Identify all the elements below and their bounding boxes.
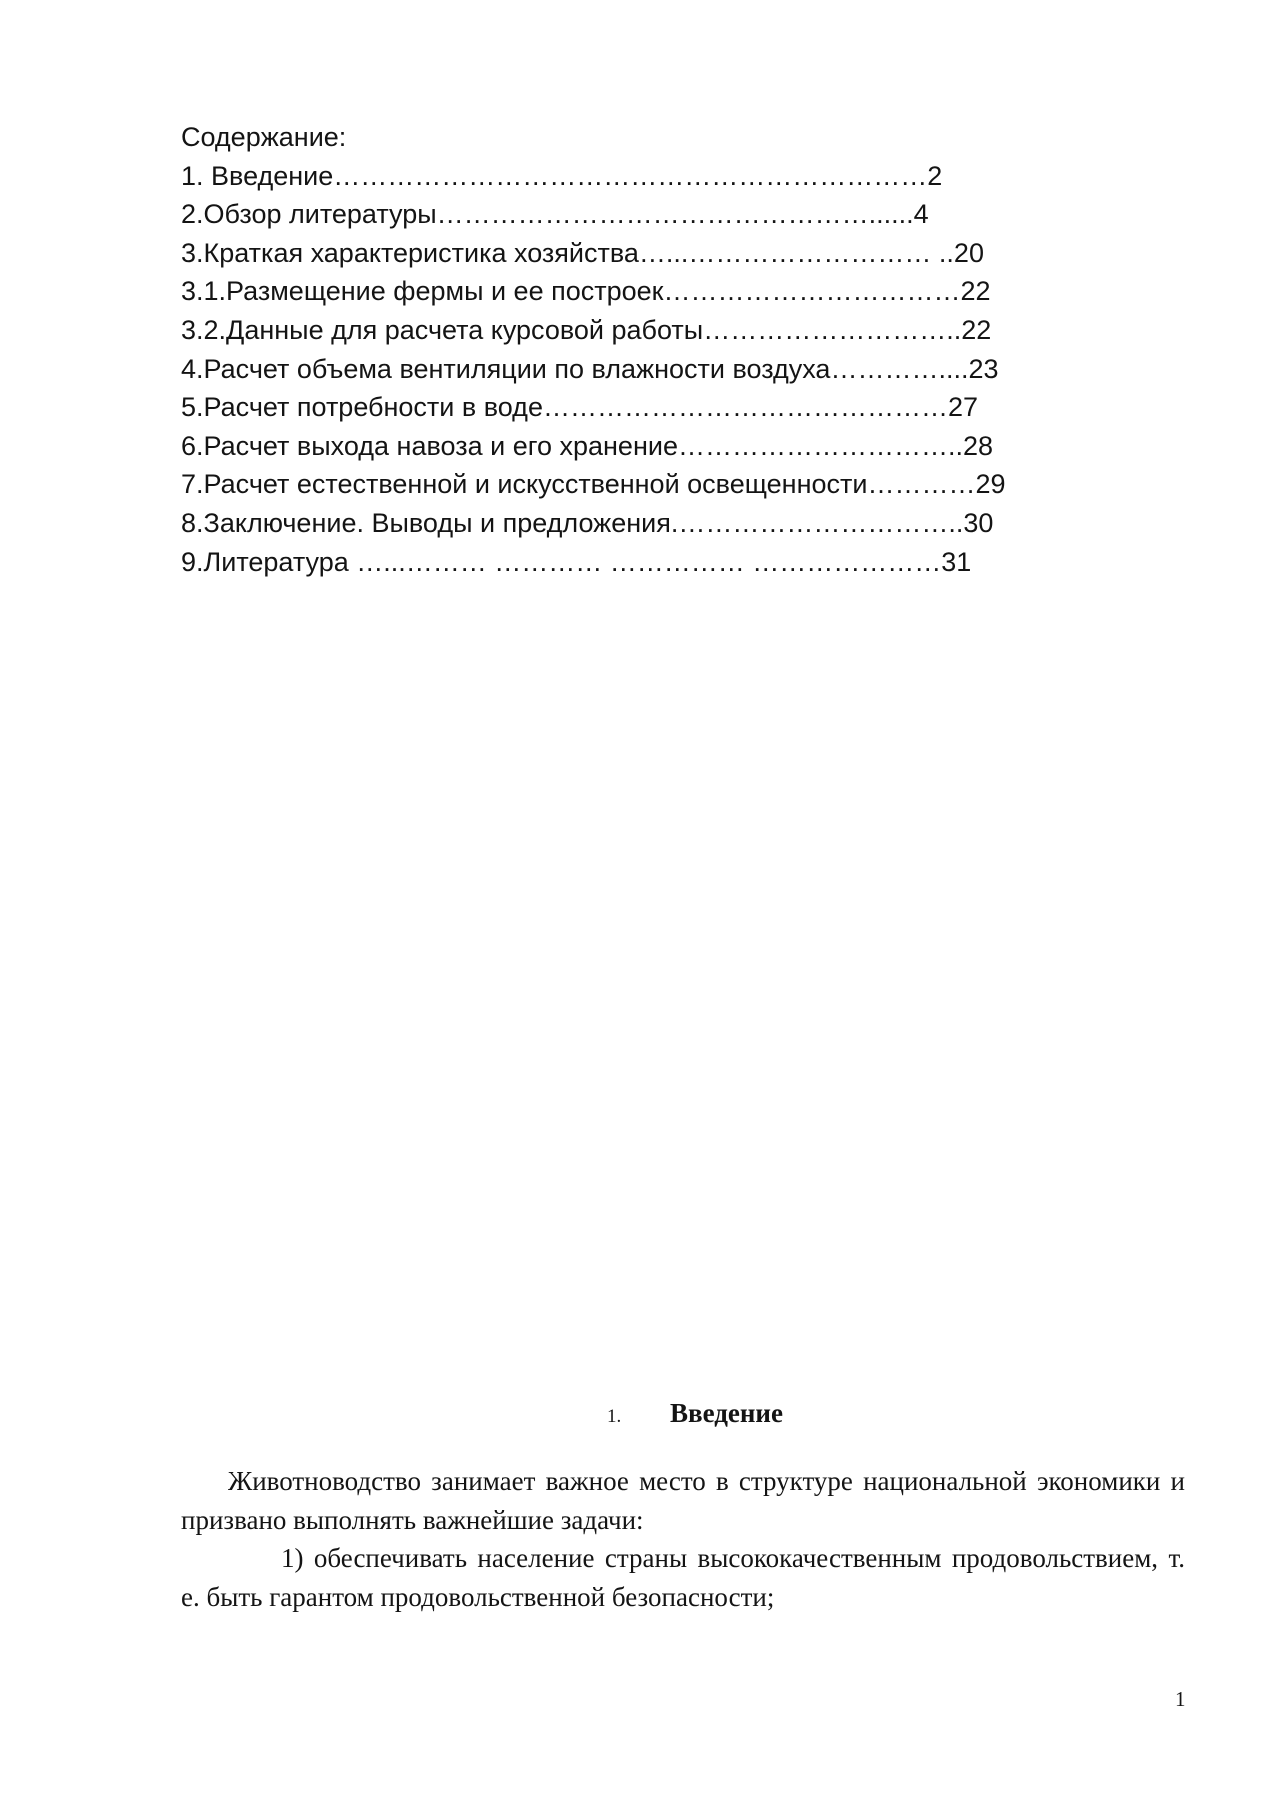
toc-entry-manure: 6.Расчет выхода навоза и его хранение…………………………..28 [181, 430, 993, 461]
toc-title: Содержание: [181, 122, 347, 152]
toc-entry-lighting: 7.Расчет естественной и искусственной освещенности…………29 [181, 469, 1006, 500]
toc-entry-water-demand: 5.Расчет потребности в воде………………………………………27 [181, 392, 978, 423]
toc-entry-literature-review: 2.Обзор литературы…………………………………………......4 [181, 199, 929, 230]
intro-paragraph: Животноводство занимает важное место в структуре национальной экономики и призвано выполнять важнейшие задачи: [181, 1466, 1185, 1535]
toc-entry-introduction: 1. Введение…………………………………………………………2 [181, 160, 943, 191]
page-number: 1 [1175, 1687, 1186, 1711]
toc-entry-calculation-data: 3.2.Данные для расчета курсовой работы………………………..22 [181, 314, 992, 345]
intro-list-item: 1) обеспечивать население страны высококачественным продовольствием, т. е. быть гарантом продовольственной безопасности; [181, 1543, 1185, 1612]
toc-entry-farm-characteristics: 3.Краткая характеристика хозяйства…...……………………… ..20 [181, 237, 984, 268]
toc-entry-ventilation: 4.Расчет объема вентиляции по влажности воздуха…………....23 [181, 353, 999, 384]
toc-entry-references: 9.Литература …...……… ………… …………… …………………31 [181, 546, 972, 577]
introduction-section [181, 1398, 1185, 1616]
section-title: Введение [670, 1398, 783, 1428]
table-of-contents [181, 118, 1081, 581]
section-heading [181, 1398, 1185, 1438]
toc-entry-farm-placement: 3.1.Размещение фермы и ее построек……………………………22 [181, 276, 991, 307]
toc-entry-conclusion: 8.Заключение. Выводы и предложения.…………………………..30 [181, 507, 994, 538]
section-number: 1. [607, 1406, 622, 1427]
